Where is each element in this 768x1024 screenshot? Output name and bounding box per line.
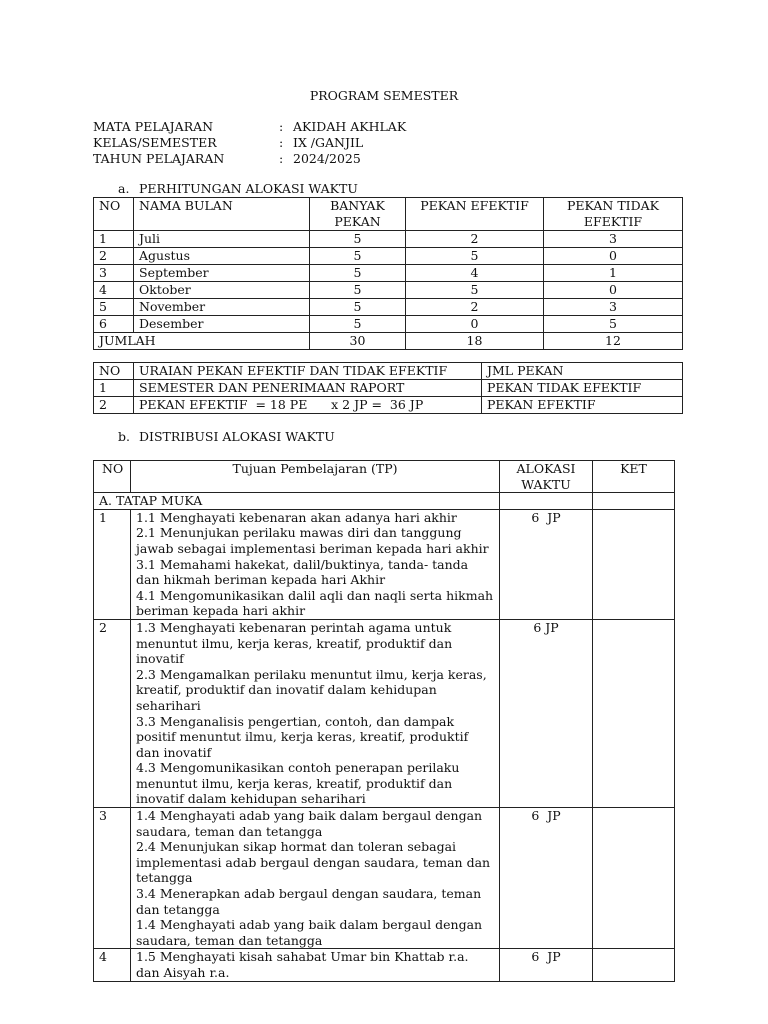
group-label: A. TATAP MUKA	[94, 493, 500, 510]
meta-colon: :	[279, 151, 284, 166]
cell-month: Oktober	[134, 282, 310, 299]
cell-no: 3	[94, 265, 134, 282]
header-week-count: JML PEKAN	[482, 363, 683, 380]
table-row	[94, 380, 683, 397]
tp-line: 2.4 Menunjukan sikap hormat dan toleran sebagai implementasi adab bergaul dengan saudara, teman dan tetangga	[136, 839, 491, 886]
meta-value: AKIDAH AKHLAK	[293, 119, 407, 134]
meta-colon: :	[279, 135, 284, 150]
cell-learning-goals	[131, 949, 500, 981]
cell-month: November	[134, 299, 310, 316]
cell-no: 5	[94, 299, 134, 316]
meta-colon: :	[279, 119, 284, 134]
tp-line: 2.3 Mengamalkan perilaku menuntut ilmu, kerja keras, kreatif, produktif dan inovatif dalam kehidupan seharihari	[136, 666, 487, 713]
cell-not-effective: 0	[544, 248, 683, 265]
table-row	[94, 231, 683, 248]
cell-week-count: PEKAN EFEKTIF	[482, 397, 683, 414]
cell-effective: 0	[406, 316, 544, 333]
meta-key: TAHUN PELAJARAN	[93, 151, 225, 166]
cell-no: 2	[94, 619, 131, 807]
header-no: NO	[94, 198, 134, 231]
cell-allocation: 6 JP	[500, 949, 593, 981]
cell-description: SEMESTER DAN PENERIMAAN RAPORT	[134, 380, 482, 397]
group-row	[94, 493, 675, 510]
cell-not-effective: 3	[544, 299, 683, 316]
distribution-table	[93, 460, 675, 982]
tp-line: 1.1 Menghayati kebenaran akan adanya hari akhir	[136, 509, 457, 525]
table-row	[94, 282, 683, 299]
group-empty-cell	[593, 493, 675, 510]
meta-value: 2024/2025	[293, 151, 361, 166]
cell-weeks: 5	[310, 299, 406, 316]
header-not-effective: PEKAN TIDAK EFEKTIF	[544, 198, 683, 231]
table-header-row	[94, 198, 683, 231]
cell-month: Desember	[134, 316, 310, 333]
cell-no: 2	[94, 248, 134, 265]
cell-learning-goals	[131, 619, 500, 807]
meta-row-subject	[93, 119, 406, 135]
section-title: DISTRIBUSI ALOKASI WAKTU	[139, 429, 335, 444]
cell-effective: 5	[406, 248, 544, 265]
tp-line: 3.4 Menerapkan adab bergaul dengan saudara, teman dan tetangga	[136, 886, 482, 917]
header-no: NO	[94, 363, 134, 380]
header-notes: KET	[593, 461, 675, 493]
cell-allocation: 6 JP	[500, 808, 593, 949]
header-effective: PEKAN EFEKTIF	[406, 198, 544, 231]
table-total-row	[94, 333, 683, 350]
cell-notes	[593, 808, 675, 949]
table-header-row	[94, 461, 675, 493]
cell-not-effective: 0	[544, 282, 683, 299]
total-effective: 18	[406, 333, 544, 350]
section-b-heading	[118, 429, 335, 445]
tp-line: 1.3 Menghayati kebenaran perintah agama untuk menuntut ilmu, kerja keras, kreatif, produktif dan inovatif	[136, 619, 453, 667]
section-a-heading	[118, 181, 358, 197]
cell-weeks: 5	[310, 231, 406, 248]
table-row	[94, 808, 675, 949]
meta-row-year	[93, 151, 406, 167]
cell-effective: 5	[406, 282, 544, 299]
table-row	[94, 619, 675, 807]
week-description-table	[93, 362, 683, 414]
cell-allocation: 6 JP	[500, 509, 593, 619]
cell-learning-goals	[131, 509, 500, 619]
cell-weeks: 5	[310, 282, 406, 299]
tp-line: 1.4 Menghayati adab yang baik dalam bergaul dengan saudara, teman dan tetangga	[136, 808, 483, 839]
cell-description: PEKAN EFEKTIF = 18 PE x 2 JP = 36 JP	[134, 397, 482, 414]
tp-line: 3.1 Memahami hakekat, dalil/buktinya, tanda- tanda dan hikmah beriman kepada hari Akhir	[136, 556, 469, 588]
document-meta	[93, 119, 406, 167]
cell-no: 4	[94, 282, 134, 299]
header-description: URAIAN PEKAN EFEKTIF DAN TIDAK EFEKTIF	[134, 363, 482, 380]
table-row	[94, 397, 683, 414]
table-row	[94, 949, 675, 981]
section-title: PERHITUNGAN ALOKASI WAKTU	[139, 181, 358, 196]
cell-no: 1	[94, 509, 131, 619]
cell-not-effective: 1	[544, 265, 683, 282]
table-row	[94, 509, 675, 619]
cell-notes	[593, 949, 675, 981]
cell-weeks: 5	[310, 316, 406, 333]
table-row	[94, 316, 683, 333]
total-not-effective: 12	[544, 333, 683, 350]
cell-allocation: 6 JP	[500, 619, 593, 807]
cell-no: 2	[94, 397, 134, 414]
page-title: PROGRAM SEMESTER	[309, 88, 459, 103]
total-label: JUMLAH	[94, 333, 310, 350]
cell-no: 3	[94, 808, 131, 949]
cell-weeks: 5	[310, 265, 406, 282]
header-weeks: BANYAK PEKAN	[310, 198, 406, 231]
tp-line: 1.4 Menghayati adab yang baik dalam bergaul dengan saudara, teman dan tetangga	[136, 917, 483, 948]
table-header-row	[94, 363, 683, 380]
tp-line: 2.1 Menunjukan perilaku mawas diri dan tanggung jawab sebagai implementasi beriman kepada hari akhir	[136, 525, 489, 556]
tp-line: 3.3 Menganalisis pengertian, contoh, dan dampak positif menuntut ilmu, kerja keras, kreatif, produktif dan inovatif	[136, 713, 469, 760]
cell-not-effective: 3	[544, 231, 683, 248]
tp-line: 1.5 Menghayati kisah sahabat Umar bin Khattab r.a. dan Aisyah r.a.	[136, 949, 469, 980]
cell-effective: 2	[406, 231, 544, 248]
cell-no: 6	[94, 316, 134, 333]
cell-effective: 2	[406, 299, 544, 316]
header-month: NAMA BULAN	[134, 198, 310, 231]
table-row	[94, 248, 683, 265]
table-row	[94, 299, 683, 316]
cell-learning-goals	[131, 808, 500, 949]
cell-effective: 4	[406, 265, 544, 282]
tp-line: 4.3 Mengomunikasikan contoh penerapan perilaku menuntut ilmu, kerja keras, kreatif, produktif dan inovatif dalam kehidupan seharihari	[136, 760, 460, 807]
cell-not-effective: 5	[544, 316, 683, 333]
cell-month: Juli	[134, 231, 310, 248]
cell-no: 4	[94, 949, 131, 981]
cell-week-count: PEKAN TIDAK EFEKTIF	[482, 380, 683, 397]
header-no: NO	[94, 461, 131, 493]
cell-notes	[593, 509, 675, 619]
total-weeks: 30	[310, 333, 406, 350]
cell-notes	[593, 619, 675, 807]
time-allocation-table	[93, 197, 683, 350]
meta-value: IX /GANJIL	[293, 135, 364, 150]
cell-no: 1	[94, 380, 134, 397]
meta-key: KELAS/SEMESTER	[93, 135, 217, 150]
cell-month: Agustus	[134, 248, 310, 265]
cell-month: September	[134, 265, 310, 282]
cell-no: 1	[94, 231, 134, 248]
header-allocation: ALOKASI WAKTU	[500, 461, 593, 493]
meta-key: MATA PELAJARAN	[93, 119, 214, 134]
meta-row-class	[93, 135, 406, 151]
header-learning-goals: Tujuan Pembelajaran (TP)	[131, 461, 500, 493]
section-letter: b.	[118, 429, 130, 444]
cell-weeks: 5	[310, 248, 406, 265]
group-empty-cell	[500, 493, 593, 510]
tp-line: 4.1 Mengomunikasikan dalil aqli dan naqli serta hikmah beriman kepada hari akhir	[136, 587, 494, 619]
table-row	[94, 265, 683, 282]
section-letter: a.	[118, 181, 130, 196]
